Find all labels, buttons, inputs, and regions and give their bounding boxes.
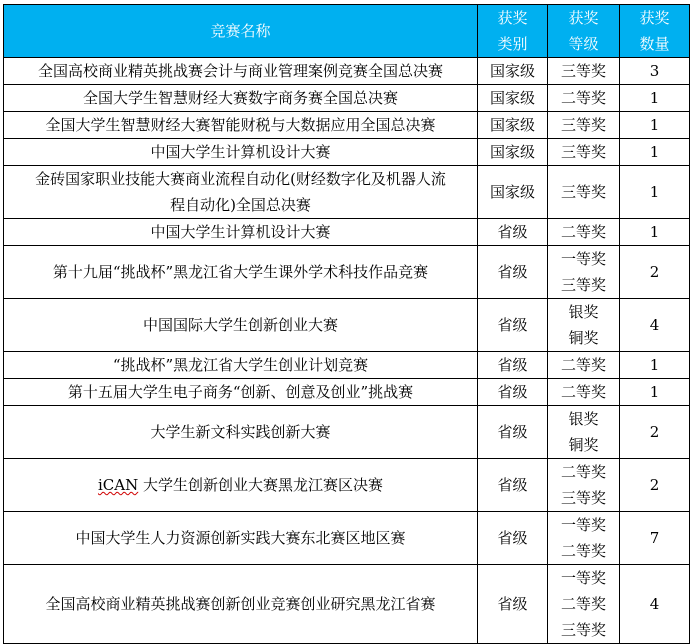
competition-name: 中国国际大学生创新创业大赛 xyxy=(4,299,478,352)
table-row xyxy=(4,58,690,85)
award-category: 省级 xyxy=(478,379,548,406)
table-row xyxy=(4,379,690,406)
award-category: 省级 xyxy=(478,299,548,352)
competition-name: 中国大学生计算机设计大赛 xyxy=(4,219,478,246)
award-count: 1 xyxy=(620,112,690,139)
award-count: 1 xyxy=(620,166,690,219)
award-category: 省级 xyxy=(478,565,548,644)
table-row xyxy=(4,459,690,512)
table-row xyxy=(4,112,690,139)
award-level: 银奖 铜奖 xyxy=(548,299,620,352)
award-category: 国家级 xyxy=(478,58,548,85)
table-row xyxy=(4,85,690,112)
table-row xyxy=(4,512,690,565)
header-row xyxy=(4,5,690,58)
award-level: 一等奖 三等奖 xyxy=(548,246,620,299)
award-count: 1 xyxy=(620,352,690,379)
award-level: 二等奖 xyxy=(548,379,620,406)
award-count: 1 xyxy=(620,219,690,246)
award-count: 1 xyxy=(620,379,690,406)
award-level: 二等奖 xyxy=(548,85,620,112)
competition-name: 全国高校商业精英挑战赛会计与商业管理案例竞赛全国总决赛 xyxy=(4,58,478,85)
spellcheck-underlined-word: iCAN xyxy=(97,476,139,494)
award-level: 三等奖 xyxy=(548,139,620,166)
award-category: 省级 xyxy=(478,512,548,565)
table-row xyxy=(4,166,690,219)
competition-name: 中国大学生计算机设计大赛 xyxy=(4,139,478,166)
award-category: 省级 xyxy=(478,459,548,512)
award-count: 1 xyxy=(620,139,690,166)
table-row xyxy=(4,406,690,459)
award-level: 一等奖 二等奖 xyxy=(548,512,620,565)
award-category: 省级 xyxy=(478,219,548,246)
award-category: 国家级 xyxy=(478,166,548,219)
header-award-category: 获奖 类别 xyxy=(478,5,548,58)
competition-name: 全国高校商业精英挑战赛创新创业竞赛创业研究黑龙江省赛 xyxy=(4,565,478,644)
award-category: 省级 xyxy=(478,352,548,379)
award-category: 省级 xyxy=(478,246,548,299)
award-category: 国家级 xyxy=(478,139,548,166)
header-award-count: 获奖 数量 xyxy=(620,5,690,58)
award-level: 银奖 铜奖 xyxy=(548,406,620,459)
award-category: 国家级 xyxy=(478,85,548,112)
competition-name: 金砖国家职业技能大赛商业流程自动化(财经数字化及机器人流 程自动化)全国总决赛 xyxy=(4,166,478,219)
table-row xyxy=(4,299,690,352)
award-count: 7 xyxy=(620,512,690,565)
award-category: 国家级 xyxy=(478,112,548,139)
competition-name: 全国大学生智慧财经大赛智能财税与大数据应用全国总决赛 xyxy=(4,112,478,139)
table-row xyxy=(4,139,690,166)
competition-name: “挑战杯”黑龙江省大学生创业计划竞赛 xyxy=(4,352,478,379)
award-level: 三等奖 xyxy=(548,112,620,139)
award-count: 2 xyxy=(620,406,690,459)
competition-name: 第十九届“挑战杯”黑龙江省大学生课外学术科技作品竞赛 xyxy=(4,246,478,299)
award-count: 4 xyxy=(620,299,690,352)
award-category: 省级 xyxy=(478,406,548,459)
award-level: 二等奖 xyxy=(548,219,620,246)
table-row xyxy=(4,565,690,644)
competition-name: 第十五届大学生电子商务“创新、创意及创业”挑战赛 xyxy=(4,379,478,406)
table-row xyxy=(4,352,690,379)
award-count: 3 xyxy=(620,58,690,85)
header-award-level: 获奖 等级 xyxy=(548,5,620,58)
competition-name: iCAN 大学生创新创业大赛黑龙江赛区决赛 xyxy=(4,459,478,512)
award-level: 二等奖 三等奖 xyxy=(548,459,620,512)
competition-name: 全国大学生智慧财经大赛数字商务赛全国总决赛 xyxy=(4,85,478,112)
header-competition-name: 竞赛名称 xyxy=(4,5,478,58)
awards-table xyxy=(3,4,690,644)
table-row xyxy=(4,219,690,246)
award-count: 2 xyxy=(620,459,690,512)
award-level: 三等奖 xyxy=(548,166,620,219)
award-level: 一等奖 二等奖 三等奖 xyxy=(548,565,620,644)
award-count: 2 xyxy=(620,246,690,299)
table-row xyxy=(4,246,690,299)
award-count: 1 xyxy=(620,85,690,112)
award-level: 二等奖 xyxy=(548,352,620,379)
award-count: 4 xyxy=(620,565,690,644)
competition-name: 中国大学生人力资源创新实践大赛东北赛区地区赛 xyxy=(4,512,478,565)
competition-name: 大学生新文科实践创新大赛 xyxy=(4,406,478,459)
award-level: 三等奖 xyxy=(548,58,620,85)
